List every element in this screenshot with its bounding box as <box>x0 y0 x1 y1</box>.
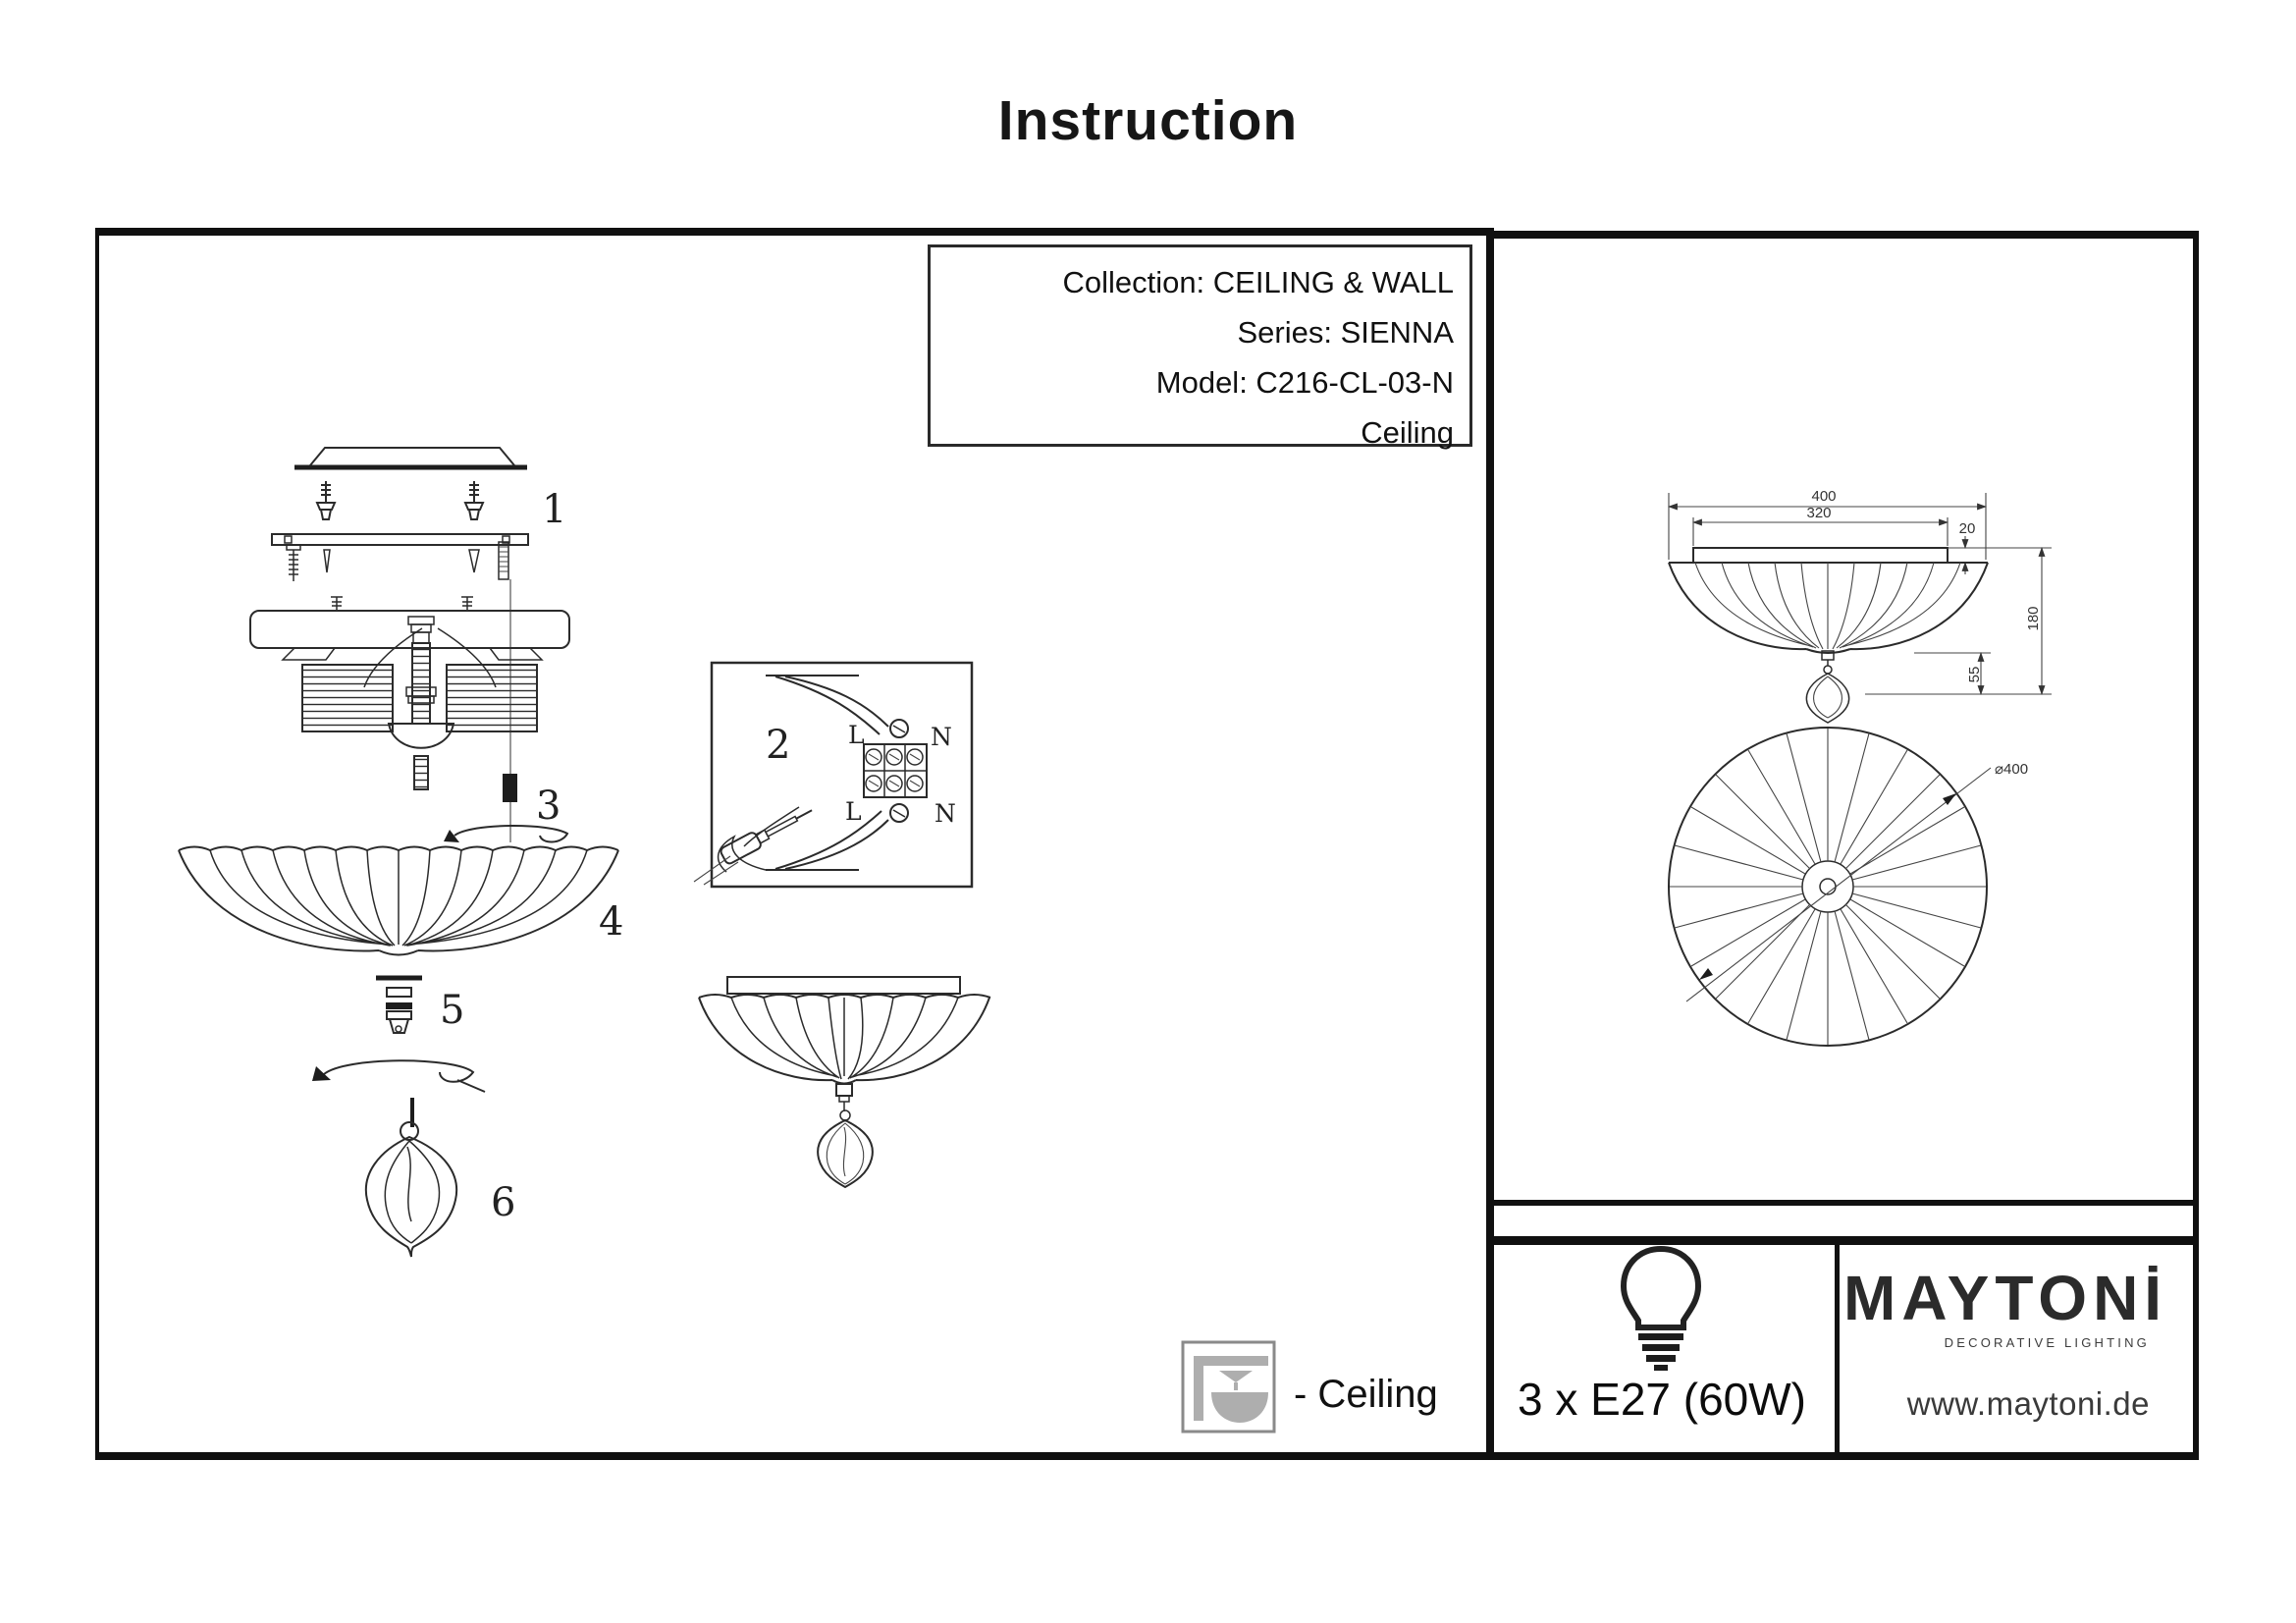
step-3-label: 3 <box>536 784 561 829</box>
product-info-box <box>928 244 1472 450</box>
step-2-label: 2 <box>766 723 791 768</box>
brand-website: www.maytoni.de <box>1906 1385 2150 1422</box>
info-series: Series: SIENNA <box>1237 315 1454 350</box>
brand-block <box>1843 1263 2171 1423</box>
dim-diameter: ⌀400 <box>1995 761 2029 778</box>
step-1-label: 1 <box>542 487 567 532</box>
dim-pendant-drop: 55 <box>1966 666 1983 683</box>
brand-logo: MAYTONİ <box>1843 1263 2168 1333</box>
brand-tagline: DECORATIVE LIGHTING <box>1944 1335 2150 1350</box>
info-model: Model: C216-CL-03-N <box>1155 365 1454 400</box>
dim-plate-thickness: 20 <box>1958 520 1976 537</box>
step-5-label: 5 <box>440 988 465 1033</box>
wire-label-n-top: N <box>931 723 952 751</box>
wire-label-n-bottom: N <box>934 799 956 828</box>
bulb-spec-text: 3 x E27 (60W) <box>1518 1374 1806 1425</box>
info-mount: Ceiling <box>1361 415 1454 450</box>
wire-label-l-bottom: L <box>845 797 862 826</box>
dim-overall-width: 400 <box>1811 488 1837 505</box>
step-6-label: 6 <box>491 1180 516 1225</box>
dim-plate-width: 320 <box>1806 505 1832 521</box>
info-collection: Collection: CEILING & WALL <box>1062 265 1454 299</box>
spacer-strip <box>1486 1203 2199 1239</box>
dimension-panel <box>1486 231 2199 1203</box>
wire-label-l-top: L <box>848 721 865 749</box>
step-4-label: 4 <box>599 899 624 945</box>
page-title: Instruction <box>997 89 1299 152</box>
ceiling-legend-label: - Ceiling <box>1294 1373 1438 1416</box>
dim-total-height: 180 <box>2025 606 2042 631</box>
